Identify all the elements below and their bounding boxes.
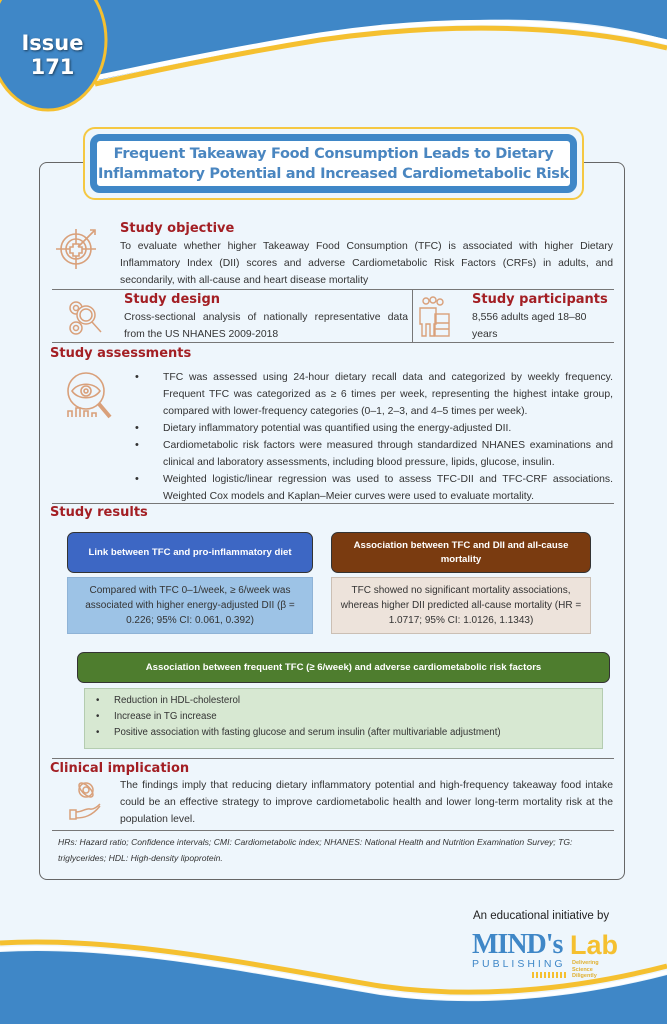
logo-lab: Lab (570, 930, 619, 960)
eye-magnifier-icon (64, 369, 116, 421)
participants-text: 8,556 adults aged 18–80 years (472, 312, 587, 340)
implication-heading: Clinical implication (50, 761, 190, 776)
result-box-1-title: Link between TFC and pro-inflammatory diet (67, 532, 313, 573)
abbreviations: HRs: Hazard ratio; Confidence intervals; CMI: Cardiometabolic index; NHANES: National Health and Nutrition Examination Survey; TG: triglycerides; HDL: High-density lipoprotein. (58, 837, 573, 863)
target-icon (56, 225, 100, 269)
results-heading: Study results (50, 505, 148, 520)
assessment-item: • Dietary inflammatory potential was quantified using the energy-adjusted DII. (123, 420, 613, 437)
title-line-2: Inflammatory Potential and Increased Cardiometabolic Risk (97, 165, 569, 182)
logo-main: MIND's (472, 929, 563, 960)
hand-care-icon (68, 780, 102, 820)
divider (52, 289, 614, 290)
divider (52, 342, 614, 343)
cardiometabolic-item: • Reduction in HDL-cholesterol (88, 693, 598, 709)
divider (52, 503, 614, 504)
design-heading: Study design (124, 292, 221, 307)
logo-tagline: Delivering Science Diligently (572, 960, 599, 979)
assessment-item: • Cardiometabolic risk factors were measured through standardized NHANES examinations and clinical and laboratory assessments, including blood pressure, lipids, glucose, insulin. (123, 437, 613, 471)
result-box-3-title: Association between frequent TFC (≥ 6/week) and adverse cardiometabolic risk factors (77, 652, 610, 683)
result-box-1-body: Compared with TFC 0–1/week, ≥ 6/week was associated with higher energy-adjusted DII (β = 0.226; 95% CI: 0.061, 0.392) (67, 577, 313, 634)
implication-text: The findings imply that reducing dietary inflammatory potential and high-frequency takeaway food intake could be an effective strategy to improve cardiometabolic health and lower long-term mortality risk at the population level. (120, 780, 613, 825)
page-title (98, 144, 569, 184)
divider (52, 758, 614, 759)
issue-label: Issue (21, 31, 84, 55)
divider-vertical (412, 289, 413, 342)
content-card (39, 162, 625, 880)
title-banner (83, 127, 584, 200)
assessments-heading: Study assessments (50, 346, 192, 361)
result-box-2-body: TFC showed no significant mortality associations, whereas higher DII predicted all-cause mortality (HR = 1.0717; 95% CI: 1.0126, 1.1343) (331, 577, 591, 634)
people-icon (417, 296, 451, 338)
result-box-2-title: Association between TFC and DII and all-cause mortality (331, 532, 591, 573)
issue-number: 171 (30, 55, 75, 79)
publisher-logo (470, 930, 630, 980)
participants-heading: Study participants (472, 292, 608, 307)
cardiometabolic-item: • Positive association with fasting glucose and serum insulin (after multivariable adjustment) (88, 725, 598, 741)
design-text: Cross-sectional analysis of nationally representative data from the US NHANES 2009-2018 (124, 312, 408, 340)
assessments-list (123, 369, 613, 505)
logo-bars (532, 972, 568, 978)
divider (52, 830, 614, 831)
gear-magnifier-icon (64, 298, 108, 338)
title-line-1: Frequent Takeaway Food Consumption Leads to Dietary (113, 145, 554, 162)
initiative-text: An educational initiative by (473, 910, 610, 922)
assessment-item: • TFC was assessed using 24-hour dietary recall data and categorized by weekly frequency. Frequent TFC was categorized as ≥ 6 times per week, representing the highest intake group, compared with lower-frequency categories (0–1, 2–3, and 4–5 times per week). (123, 369, 613, 420)
cardiometabolic-item: • Increase in TG increase (88, 709, 598, 725)
objective-text: To evaluate whether higher Takeaway Food Consumption (TFC) is associated with higher Dietary Inflammatory Index (DII) scores and adverse Cardiometabolic Risk Factors (CRFs) in adults, and secondarily, with all-cause and heart disease mortality (120, 241, 613, 286)
assessment-item: • Weighted logistic/linear regression was used to assess TFC-DII and TFC-CRF associations. Weighted Cox models and Kaplan–Meier curves were used to evaluate mortality. (123, 471, 613, 505)
result-box-3-list (88, 693, 598, 741)
logo-sub: PUBLISHING (472, 958, 566, 970)
issue-badge (0, 0, 105, 95)
objective-heading: Study objective (120, 221, 235, 236)
